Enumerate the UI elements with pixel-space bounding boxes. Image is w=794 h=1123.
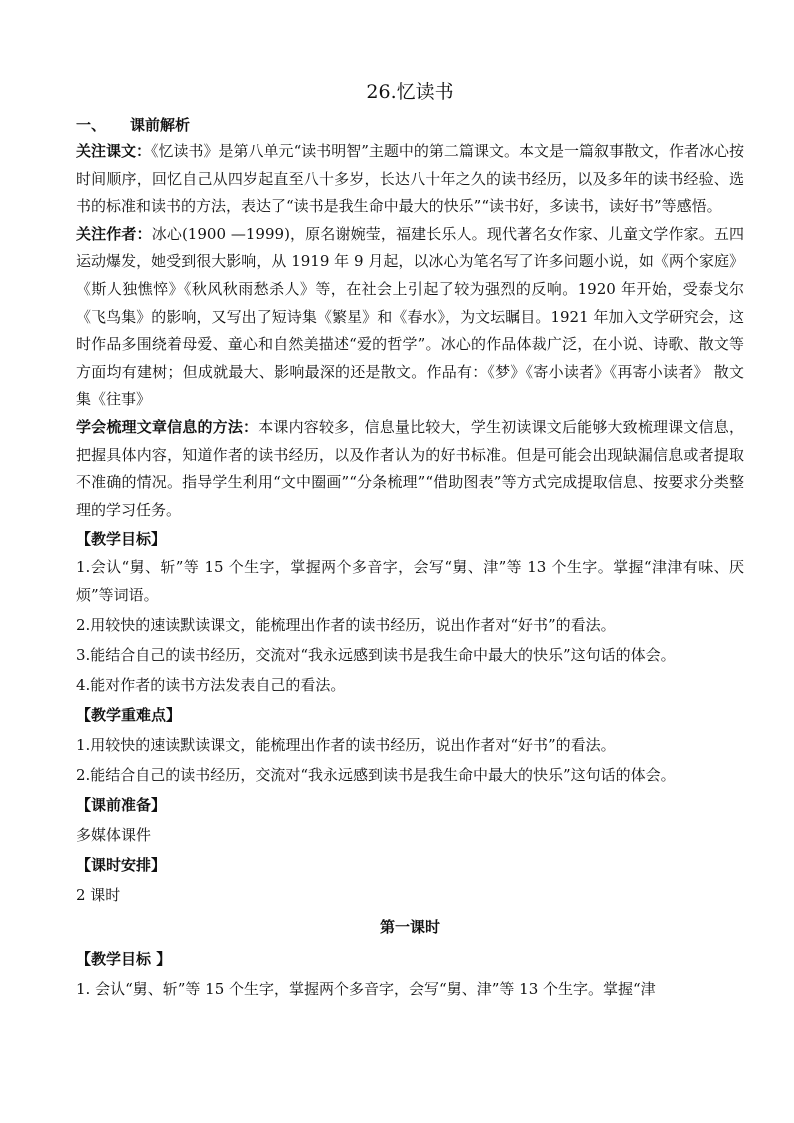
section-number: 一、 bbox=[76, 116, 107, 134]
document-page bbox=[76, 78, 744, 1004]
goals-heading: 【教学目标】 bbox=[76, 530, 167, 549]
paragraph-label: 关注作者： bbox=[76, 224, 152, 243]
goal-item: 4.能对作者的读书方法发表自己的看法。 bbox=[76, 675, 346, 694]
schedule-text: 2 课时 bbox=[76, 885, 121, 904]
paragraph-method bbox=[76, 414, 744, 524]
lesson-heading: 第一课时 bbox=[379, 917, 440, 936]
paragraph-body: 冰心(1900 —1999)，原名谢婉莹，福建长乐人。现代著名女作家、儿童文学作家。五四运动爆发，她受到很大影响，从 1919 年 9 月起，以冰心为笔名写了许多问题小说，如《两个家庭》《斯人独憔悴》《秋风秋雨愁杀人》等，在社会上引起了较为强烈的反响。1920 年开始，受泰戈尔《飞鸟集》的影响，又写出了短诗集《繁星》和《春水》，为文坛瞩目。1921 年加入文学研究会，这时作品多围绕着母爱、童心和自然美描述“爱的哲学”。冰心的作品体裁广泛，在小说、诗歌、散文等方面均有建树；但成就最大、影响最深的还是散文。作品有：《梦》《寄小读者》《再寄小读者》 散文集《往事》 bbox=[76, 224, 744, 409]
section-label: 课前解析 bbox=[130, 116, 191, 134]
key-points-heading: 【教学重难点】 bbox=[76, 705, 182, 724]
goal-item: 1.会认“舅、斩”等 15 个生字，掌握两个多音字，会写“舅、津”等 13 个生字。掌握“津津有味、厌烦”等词语。 bbox=[76, 558, 744, 604]
paragraph-body: 本课内容较多，信息量比较大，学生初读课文后能够大致梳理课文信息，把握具体内容，知道作者的读书经历，以及作者认为的好书标准。但是可能会出现缺漏信息或者提取不准确的情况。指导学生利用“文中圈画”“分条梳理”“借助图表”等方式完成提取信息、按要求分类整理的学习任务。 bbox=[76, 417, 744, 519]
key-point-item: 2.能结合自己的读书经历，交流对“我永远感到读书是我生命中最大的快乐”这句话的体会。 bbox=[76, 765, 676, 784]
preparation-heading: 【课前准备】 bbox=[76, 795, 167, 814]
goal-item: 2.用较快的速读默读课文，能梳理出作者的读书经历，说出作者对“好书”的看法。 bbox=[76, 615, 616, 634]
goal-item: 3.能结合自己的读书经历，交流对“我永远感到读书是我生命中最大的快乐”这句话的体会。 bbox=[76, 645, 676, 664]
goals-heading-2: 【教学目标 】 bbox=[76, 949, 172, 968]
paragraph-focus-author bbox=[76, 221, 744, 414]
schedule-heading: 【课时安排】 bbox=[76, 855, 167, 874]
paragraph-label: 学会梳理文章信息的方法： bbox=[76, 417, 259, 436]
preparation-text: 多媒体课件 bbox=[76, 825, 152, 844]
paragraph-focus-text bbox=[76, 138, 744, 221]
paragraph-label: 关注课文： bbox=[76, 142, 152, 160]
section-heading bbox=[76, 112, 744, 138]
paragraph-body: 《忆读书》是第八单元“读书明智”主题中的第二篇课文。本文是一篇叙事散文，作者冰心按时间顺序，回忆自己从四岁起直至八十多岁，长达八十年之久的读书经历，以及多年的读书经验、选书的标准和读书的方法，表达了“读书是我生命中最大的快乐”“读书好，多读书，读好书”等感悟。 bbox=[76, 142, 744, 216]
goal-item: 1. 会认“舅、斩”等 15 个生字，掌握两个多音字，会写“舅、津”等 13 个生字。掌握“津 bbox=[76, 979, 656, 998]
key-point-item: 1.用较快的速读默读课文，能梳理出作者的读书经历，说出作者对“好书”的看法。 bbox=[76, 735, 616, 754]
doc-title: 26.忆读书 bbox=[366, 81, 454, 103]
